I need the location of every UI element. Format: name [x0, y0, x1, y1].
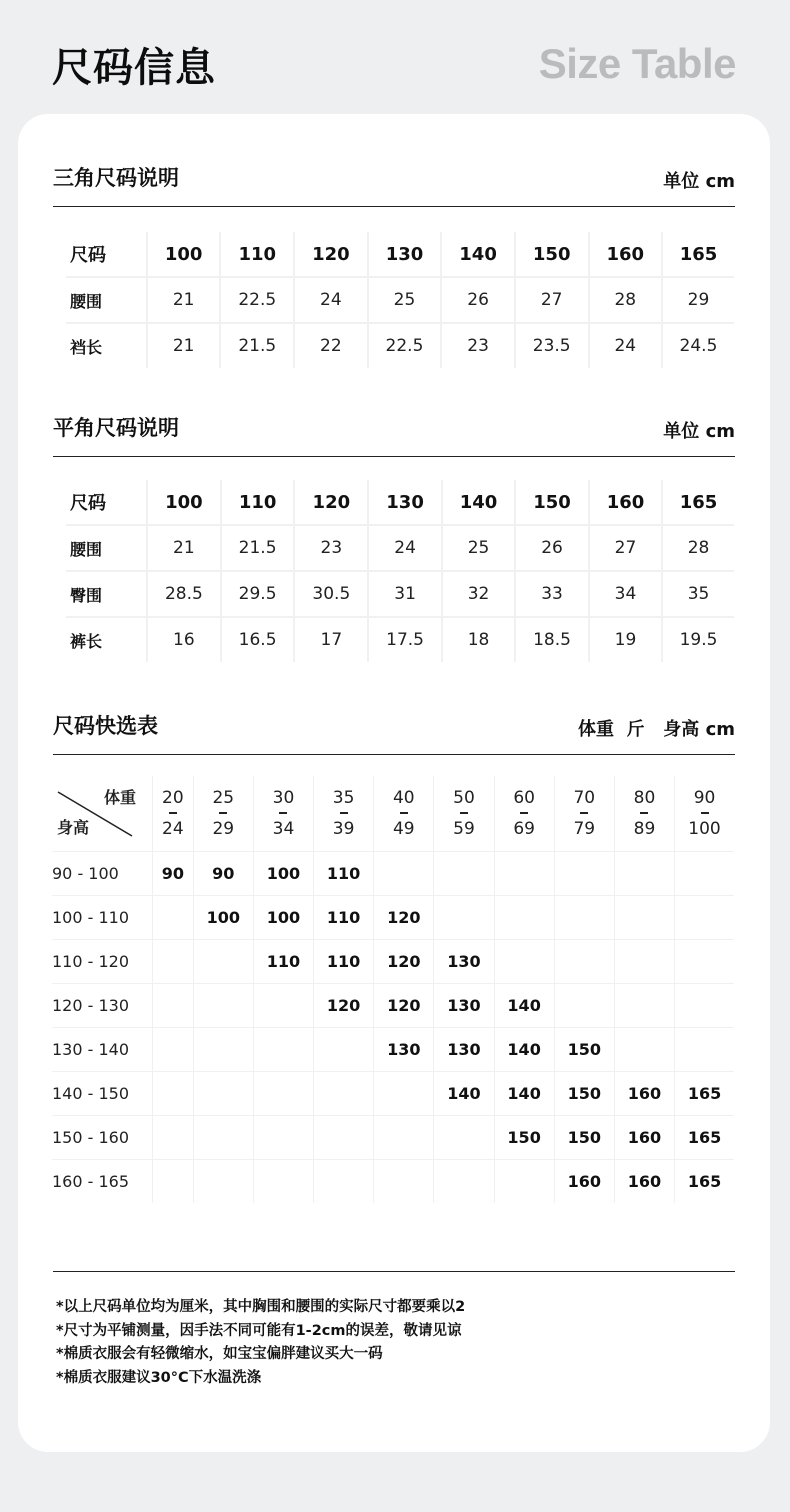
table-cell: 24.5 [679, 336, 718, 356]
table-cell: 160 [589, 232, 662, 277]
recommended-size-cell [614, 940, 674, 984]
recommended-size-cell: 160 [614, 1116, 674, 1160]
weight-max: 29 [212, 818, 235, 839]
table-cell: 23.5 [515, 323, 589, 368]
row-label: 尺码 [66, 480, 147, 525]
recommended-size-cell [494, 1160, 554, 1204]
range-dash [520, 812, 528, 814]
size-info-card [18, 114, 770, 1452]
table-cell: 110 [220, 232, 294, 277]
recommended-size-cell [153, 940, 194, 984]
recommended-size-cell [554, 984, 614, 1028]
table-row [52, 1160, 734, 1204]
height-range-label: 150 - 160 [52, 1116, 153, 1160]
row-label: 腰围 [66, 277, 147, 323]
recommended-size-cell [374, 852, 434, 896]
table-cell: 100 [147, 480, 221, 525]
recommended-size-cell [614, 852, 674, 896]
recommended-size-cell [193, 1116, 253, 1160]
recommended-size-cell [193, 1072, 253, 1116]
recommended-size-cell: 100 [253, 896, 313, 940]
table-cell: 165 [662, 232, 734, 277]
table-cell: 35 [662, 571, 734, 617]
weight-min: 40 [392, 787, 415, 808]
recommended-size-cell: 165 [675, 1072, 734, 1116]
recommended-size-cell: 120 [374, 940, 434, 984]
weight-max: 69 [513, 818, 535, 839]
page-title: 尺码信息 [52, 45, 216, 91]
weight-range-header [193, 776, 253, 852]
weight-max: 39 [332, 818, 355, 839]
table-cell: 25 [442, 525, 515, 571]
recommended-size-cell [614, 1028, 674, 1072]
table-row [66, 277, 734, 323]
recommended-size-cell [314, 1160, 374, 1204]
recommended-size-cell [374, 1116, 434, 1160]
table-cell: 26 [515, 525, 589, 571]
recommended-size-cell: 130 [434, 940, 494, 984]
recommended-size-cell [554, 852, 614, 896]
recommended-size-cell [675, 940, 734, 984]
recommended-size-cell: 150 [494, 1116, 554, 1160]
table-cell: 28 [589, 277, 662, 323]
table-cell: 21 [147, 323, 220, 368]
recommended-size-cell: 100 [253, 852, 313, 896]
recommended-size-cell [193, 940, 253, 984]
boxers-unit-label: 单位 cm [663, 421, 735, 442]
range-dash [279, 812, 287, 814]
note-item: *棉质衣服会有轻微缩水，如宝宝偏胖建议买大一码 [56, 1346, 383, 1362]
recommended-size-cell: 140 [494, 1028, 554, 1072]
range-dash [340, 812, 348, 814]
recommended-size-cell: 150 [554, 1072, 614, 1116]
weight-range-header [675, 776, 734, 852]
weight-range-header [434, 776, 494, 852]
notes-divider [53, 1271, 735, 1272]
table-cell: 16 [147, 617, 221, 662]
table-cell: 21.5 [220, 323, 294, 368]
weight-range-header [494, 776, 554, 852]
table-row [66, 617, 734, 662]
table-cell: 150 [515, 480, 589, 525]
weight-min: 90 [693, 787, 716, 808]
weight-min: 60 [513, 787, 535, 808]
table-cell: 16.5 [221, 617, 295, 662]
table-cell: 18.5 [515, 617, 589, 662]
table-cell: 21 [147, 277, 220, 323]
recommended-size-cell: 120 [374, 984, 434, 1028]
table-cell: 29.5 [221, 571, 295, 617]
weight-header-row [52, 776, 734, 852]
range-dash [640, 812, 648, 814]
weight-max: 100 [688, 818, 721, 839]
boxers-divider [53, 456, 735, 457]
recommended-size-cell: 150 [554, 1116, 614, 1160]
height-range-label: 160 - 165 [52, 1160, 153, 1204]
recommended-size-cell: 110 [314, 896, 374, 940]
table-row [52, 852, 734, 896]
recommended-size-cell [153, 1160, 194, 1204]
table-row [52, 1116, 734, 1160]
recommended-size-cell: 140 [494, 984, 554, 1028]
row-label: 裆长 [66, 323, 147, 368]
note-item: *棉质衣服建议30°C下水温洗涤 [56, 1369, 262, 1386]
weight-axis-label: 体重 [103, 788, 136, 807]
table-cell: 27 [589, 525, 662, 571]
row-label: 臀围 [66, 571, 147, 617]
table-cell: 130 [368, 480, 442, 525]
row-label: 尺码 [66, 232, 147, 277]
weight-max: 79 [573, 818, 596, 839]
weight-max: 59 [453, 818, 475, 839]
weight-range-header [614, 776, 674, 852]
table-cell: 140 [441, 232, 514, 277]
recommended-size-cell: 160 [614, 1072, 674, 1116]
table-cell: 34 [589, 571, 662, 617]
recommended-size-cell: 130 [434, 1028, 494, 1072]
boxers-size-table [66, 480, 734, 662]
table-cell: 25 [368, 277, 442, 323]
table-cell: 30.5 [294, 571, 368, 617]
table-row [52, 1028, 734, 1072]
recommended-size-cell [253, 1160, 313, 1204]
recommended-size-cell: 110 [314, 940, 374, 984]
weight-range-header [374, 776, 434, 852]
table-cell: 19 [589, 617, 662, 662]
table-cell: 28.5 [147, 571, 221, 617]
table-row [52, 1072, 734, 1116]
height-range-label: 90 - 100 [52, 852, 153, 896]
recommended-size-cell: 160 [614, 1160, 674, 1204]
range-dash [701, 812, 709, 814]
briefs-divider [53, 206, 735, 207]
recommended-size-cell [614, 896, 674, 940]
briefs-size-table [66, 232, 734, 368]
recommended-size-cell [153, 896, 194, 940]
height-range-label: 100 - 110 [52, 896, 153, 940]
briefs-section-title: 三角尺码说明 [53, 166, 179, 190]
table-row [52, 896, 734, 940]
weight-min: 50 [453, 787, 475, 808]
table-cell: 32 [442, 571, 515, 617]
table-row [66, 525, 734, 571]
table-cell: 29 [662, 277, 734, 323]
height-range-label: 130 - 140 [52, 1028, 153, 1072]
weight-min: 80 [633, 787, 656, 808]
table-cell: 150 [515, 232, 589, 277]
quick-select-divider [53, 754, 735, 755]
note-item: *以上尺码单位均为厘米，其中胸围和腰围的实际尺寸都要乘以2 [56, 1299, 466, 1315]
recommended-size-cell [434, 1116, 494, 1160]
recommended-size-cell [554, 896, 614, 940]
recommended-size-cell: 90 [193, 852, 253, 896]
recommended-size-cell: 165 [675, 1116, 734, 1160]
table-row [66, 232, 734, 277]
height-range-label: 120 - 130 [52, 984, 153, 1028]
quick-select-title: 尺码快选表 [53, 714, 158, 738]
table-cell: 28 [662, 525, 734, 571]
recommended-size-cell: 120 [374, 896, 434, 940]
quick-select-table [52, 776, 734, 1203]
table-cell: 100 [147, 232, 220, 277]
row-label: 裤长 [66, 617, 147, 662]
table-cell: 23 [294, 525, 368, 571]
recommended-size-cell: 160 [554, 1160, 614, 1204]
table-cell: 27 [515, 277, 589, 323]
weight-min: 20 [162, 787, 184, 808]
recommended-size-cell: 90 [153, 852, 194, 896]
weight-range-header [314, 776, 374, 852]
recommended-size-cell [253, 1028, 313, 1072]
recommended-size-cell [193, 984, 253, 1028]
boxers-section-title: 平角尺码说明 [53, 416, 179, 440]
table-cell: 24 [589, 323, 662, 368]
recommended-size-cell [193, 1028, 253, 1072]
recommended-size-cell: 150 [554, 1028, 614, 1072]
weight-range-header [554, 776, 614, 852]
range-dash [169, 812, 177, 814]
height-range-label: 110 - 120 [52, 940, 153, 984]
quick-select-header [53, 710, 735, 740]
boxers-section-header [53, 412, 735, 442]
recommended-size-cell [153, 1072, 194, 1116]
table-cell: 140 [442, 480, 515, 525]
table-cell: 23 [441, 323, 514, 368]
table-cell: 110 [221, 480, 295, 525]
recommended-size-cell: 140 [434, 1072, 494, 1116]
range-dash [219, 812, 227, 814]
recommended-size-cell [253, 1116, 313, 1160]
table-cell: 17 [294, 617, 368, 662]
recommended-size-cell [675, 1028, 734, 1072]
recommended-size-cell [314, 1116, 374, 1160]
recommended-size-cell [314, 1028, 374, 1072]
recommended-size-cell [193, 1160, 253, 1204]
recommended-size-cell [614, 984, 674, 1028]
quick-select-unit-label: 体重 斤 身高 cm [577, 719, 735, 740]
recommended-size-cell [494, 852, 554, 896]
recommended-size-cell: 140 [494, 1072, 554, 1116]
weight-max: 89 [633, 818, 656, 839]
weight-max: 34 [272, 818, 295, 839]
note-item: *尺寸为平铺测量，因手法不同可能有1-2cm的误差，敬请见谅 [56, 1322, 462, 1339]
range-dash [580, 812, 588, 814]
recommended-size-cell: 130 [374, 1028, 434, 1072]
notes-list [56, 1296, 465, 1390]
weight-max: 24 [162, 818, 184, 839]
table-cell: 24 [368, 525, 442, 571]
weight-range-header [253, 776, 313, 852]
recommended-size-cell [554, 940, 614, 984]
recommended-size-cell [434, 852, 494, 896]
recommended-size-cell: 110 [314, 852, 374, 896]
recommended-size-cell [675, 984, 734, 1028]
table-cell: 22.5 [368, 323, 442, 368]
height-range-label: 140 - 150 [52, 1072, 153, 1116]
row-label: 腰围 [66, 525, 147, 571]
table-cell: 160 [589, 480, 662, 525]
recommended-size-cell [374, 1072, 434, 1116]
diagonal-line [52, 776, 152, 851]
table-cell: 120 [294, 480, 368, 525]
weight-range-header [153, 776, 194, 852]
table-cell: 24 [294, 277, 367, 323]
recommended-size-cell [153, 1028, 194, 1072]
recommended-size-cell [153, 1116, 194, 1160]
weight-min: 25 [212, 787, 235, 808]
table-cell: 22 [294, 323, 367, 368]
table-row [66, 571, 734, 617]
table-cell: 120 [294, 232, 367, 277]
briefs-unit-label: 单位 cm [663, 171, 735, 192]
recommended-size-cell [434, 896, 494, 940]
recommended-size-cell [675, 896, 734, 940]
table-cell: 19.5 [679, 630, 718, 650]
table-cell: 31 [368, 571, 442, 617]
height-axis-label: 身高 [57, 818, 90, 837]
table-cell: 165 [662, 480, 734, 525]
briefs-section-header [53, 162, 735, 192]
page-subtitle: Size Table [538, 40, 736, 87]
table-cell: 33 [515, 571, 589, 617]
recommended-size-cell [253, 984, 313, 1028]
recommended-size-cell [153, 984, 194, 1028]
recommended-size-cell: 120 [314, 984, 374, 1028]
table-row [66, 323, 734, 368]
recommended-size-cell: 110 [253, 940, 313, 984]
recommended-size-cell [314, 1072, 374, 1116]
weight-min: 35 [332, 787, 355, 808]
range-dash [460, 812, 468, 814]
corner-cell [52, 776, 153, 852]
weight-max: 49 [392, 818, 415, 839]
table-row [66, 480, 734, 525]
table-cell: 21.5 [221, 525, 295, 571]
recommended-size-cell: 165 [687, 1172, 722, 1191]
recommended-size-cell [374, 1160, 434, 1204]
recommended-size-cell: 100 [193, 896, 253, 940]
recommended-size-cell [494, 940, 554, 984]
recommended-size-cell: 130 [434, 984, 494, 1028]
weight-min: 70 [573, 787, 596, 808]
recommended-size-cell [253, 1072, 313, 1116]
recommended-size-cell [494, 896, 554, 940]
recommended-size-cell [434, 1160, 494, 1204]
recommended-size-cell [675, 852, 734, 896]
table-row [52, 940, 734, 984]
table-cell: 21 [147, 525, 221, 571]
table-cell: 18 [442, 617, 515, 662]
table-cell: 17.5 [368, 617, 442, 662]
table-cell: 22.5 [220, 277, 294, 323]
table-cell: 26 [441, 277, 514, 323]
table-cell: 130 [368, 232, 442, 277]
range-dash [400, 812, 408, 814]
weight-min: 30 [272, 787, 295, 808]
table-row [52, 984, 734, 1028]
